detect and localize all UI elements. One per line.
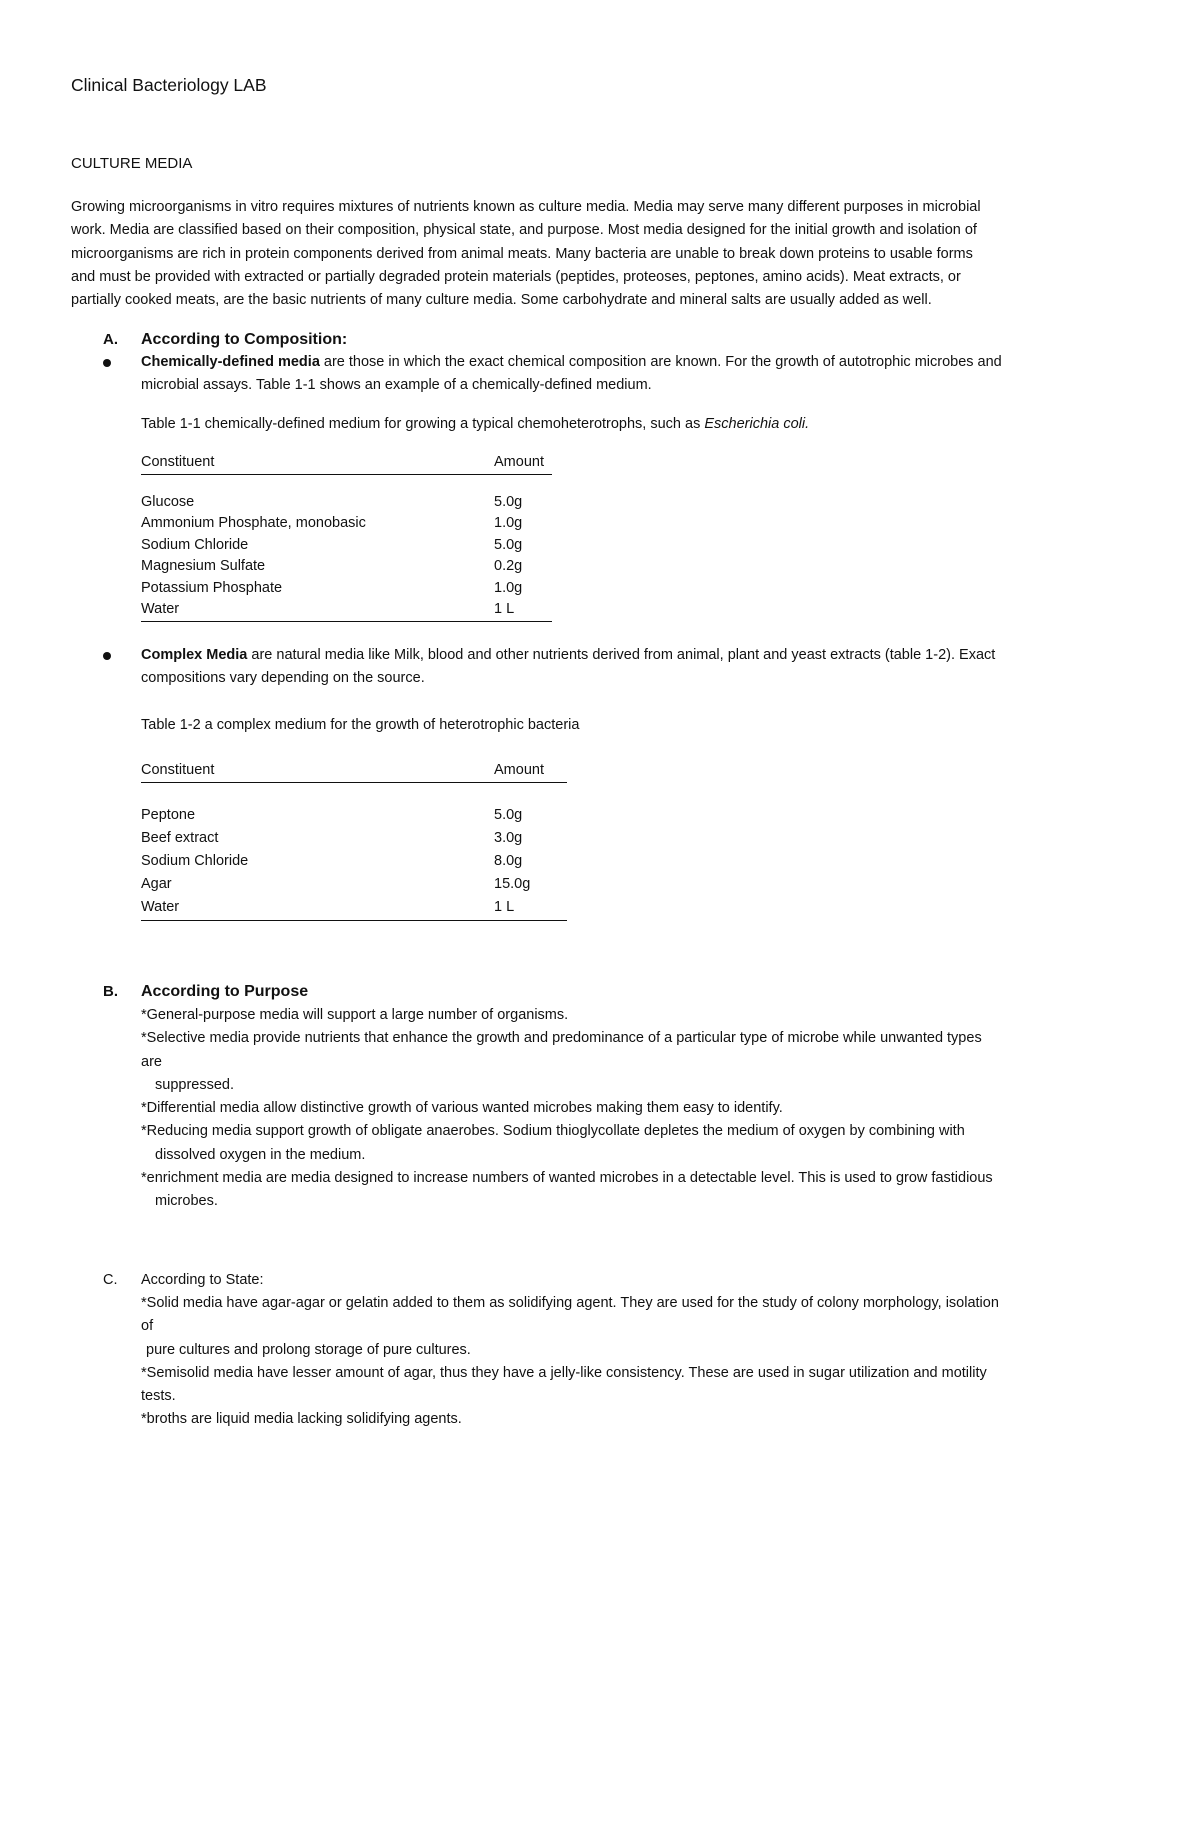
intro-line: microorganisms are rich in protein components derived from animal meats. Many bacteria are unable to break down proteins to usable forms: [71, 245, 973, 262]
section-c-letter: C.: [103, 1272, 118, 1288]
state-line: pure cultures and prolong storage of pure cultures.: [146, 1341, 471, 1358]
section-b-letter: B.: [103, 983, 118, 1000]
state-list: [141, 1292, 1111, 1432]
table-header-constituent: Constituent: [141, 452, 494, 474]
table-1-2: [141, 760, 567, 921]
state-line: tests.: [141, 1388, 176, 1405]
caption-text: Table 1-1 chemically-defined medium for growing a typical chemoheterotrophs, such as: [141, 416, 705, 432]
cell-amount: 1.0g: [494, 515, 523, 531]
purpose-line: suppressed.: [155, 1076, 234, 1093]
intro-line: and must be provided with extracted or partially degraded protein materials (peptides, proteoses, peptones, amino acids). Meat extracts, or: [71, 268, 961, 285]
table2-caption: Table 1-2 a complex medium for the growth of heterotrophic bacteria: [141, 717, 580, 733]
bullet-chemically-defined: [103, 351, 1108, 399]
section-title: CULTURE MEDIA: [71, 155, 193, 172]
bullet-text: are those in which the exact chemical composition are known. For the growth of autotrophic microbes and: [319, 354, 1002, 370]
section-a-letter: A.: [103, 331, 118, 348]
cell-amount: 3.0g: [494, 829, 523, 846]
cell-constituent: Potassium Phosphate: [141, 579, 283, 596]
cell-constituent: Water: [141, 599, 494, 621]
intro-paragraph: [71, 196, 1106, 312]
table-row: [141, 599, 552, 621]
table1-caption: [141, 413, 809, 436]
table-header-amount: Amount: [494, 452, 552, 474]
purpose-line: *Selective media provide nutrients that enhance the growth and predominance of a particular type of microbe while unwanted types: [141, 1030, 982, 1047]
table-row: [141, 492, 552, 514]
state-line: *Solid media have agar-agar or gelatin added to them as solidifying agent. They are used for the study of colony morphology, isolation: [141, 1295, 999, 1311]
cell-amount: 0.2g: [494, 558, 523, 574]
cell-constituent: Sodium Chloride: [141, 852, 249, 869]
section-a-heading-text: According to Composition:: [141, 331, 348, 348]
intro-line: work. Media are classified based on their composition, physical state, and purpose. Most media designed for the initial growth and isolation of: [71, 222, 977, 239]
bullet-term: Chemically-defined media: [141, 354, 320, 370]
purpose-line: dissolved oxygen in the medium.: [155, 1146, 366, 1163]
bullet-text: are natural media like Milk, blood and other nutrients derived from animal, plant and yeast extracts (table 1-2). Exact: [247, 647, 996, 663]
cell-constituent: Water: [141, 897, 494, 921]
table-row: [141, 578, 552, 600]
purpose-line: *Reducing media support growth of obligate anaerobes. Sodium thioglycollate depletes the medium of oxygen by combining with: [141, 1123, 965, 1140]
table-row: [141, 535, 552, 557]
cell-constituent: Beef extract: [141, 829, 219, 846]
table-row: [141, 513, 552, 535]
intro-line: partially cooked meats, are the basic nutrients of many culture media. Some carbohydrate and mineral salts are usually added as well.: [71, 292, 932, 309]
purpose-line: *Differential media allow distinctive growth of various wanted microbes making them easy to identify.: [141, 1100, 783, 1117]
bullet-text: compositions vary depending on the source.: [141, 670, 425, 687]
table-row: [141, 897, 567, 921]
bullet-icon: [103, 652, 111, 660]
cell-constituent: Sodium Chloride: [141, 536, 249, 553]
cell-constituent: Magnesium Sulfate: [141, 558, 266, 574]
table-row: [141, 828, 567, 851]
caption-italic: Escherichia coli.: [704, 416, 810, 432]
cell-amount: 1 L: [494, 599, 552, 621]
purpose-line: are: [141, 1053, 162, 1070]
state-line: *broths are liquid media lacking solidifying agents.: [141, 1411, 462, 1428]
cell-constituent: Glucose: [141, 493, 195, 510]
table-row: [141, 556, 552, 578]
cell-amount: 1.0g: [494, 579, 523, 596]
cell-constituent: Ammonium Phosphate, monobasic: [141, 515, 366, 531]
purpose-list: [141, 1004, 1111, 1214]
section-c-heading-text: According to State:: [141, 1272, 264, 1288]
cell-amount: 8.0g: [494, 852, 523, 869]
bullet-term: Complex Media: [141, 647, 248, 663]
cell-amount: 5.0g: [494, 536, 523, 553]
cell-amount: 5.0g: [494, 493, 523, 510]
cell-amount: 15.0g: [494, 875, 531, 892]
purpose-line: *General-purpose media will support a large number of organisms.: [141, 1007, 569, 1023]
cell-amount: 1 L: [494, 897, 567, 921]
purpose-line: microbes.: [155, 1193, 218, 1210]
bullet-icon: [103, 359, 111, 367]
state-line: of: [141, 1318, 154, 1335]
table-row: [141, 851, 567, 874]
cell-constituent: Peptone: [141, 806, 196, 823]
table-row: [141, 874, 567, 897]
section-b-heading-text: According to Purpose: [141, 983, 309, 1000]
table-1-1: [141, 452, 552, 622]
state-line: *Semisolid media have lesser amount of agar, thus they have a jelly-like consistency. These are used in sugar utilization and motility: [141, 1364, 987, 1381]
bullet-complex-media: [103, 644, 1108, 692]
purpose-line: *enrichment media are media designed to increase numbers of wanted microbes in a detectable level. This is used to grow fastidious: [141, 1170, 993, 1187]
intro-line: Growing microorganisms in vitro requires mixtures of nutrients known as culture media. Media may serve many different purposes in microbial: [71, 199, 981, 215]
bullet-text: microbial assays. Table 1-1 shows an example of a chemically-defined medium.: [141, 377, 652, 394]
cell-amount: 5.0g: [494, 806, 523, 823]
table-header-constituent: Constituent: [141, 760, 494, 782]
table-row: [141, 805, 567, 828]
table-header-amount: Amount: [494, 760, 567, 782]
document-header-title: Clinical Bacteriology LAB: [71, 75, 267, 95]
cell-constituent: Agar: [141, 875, 172, 892]
